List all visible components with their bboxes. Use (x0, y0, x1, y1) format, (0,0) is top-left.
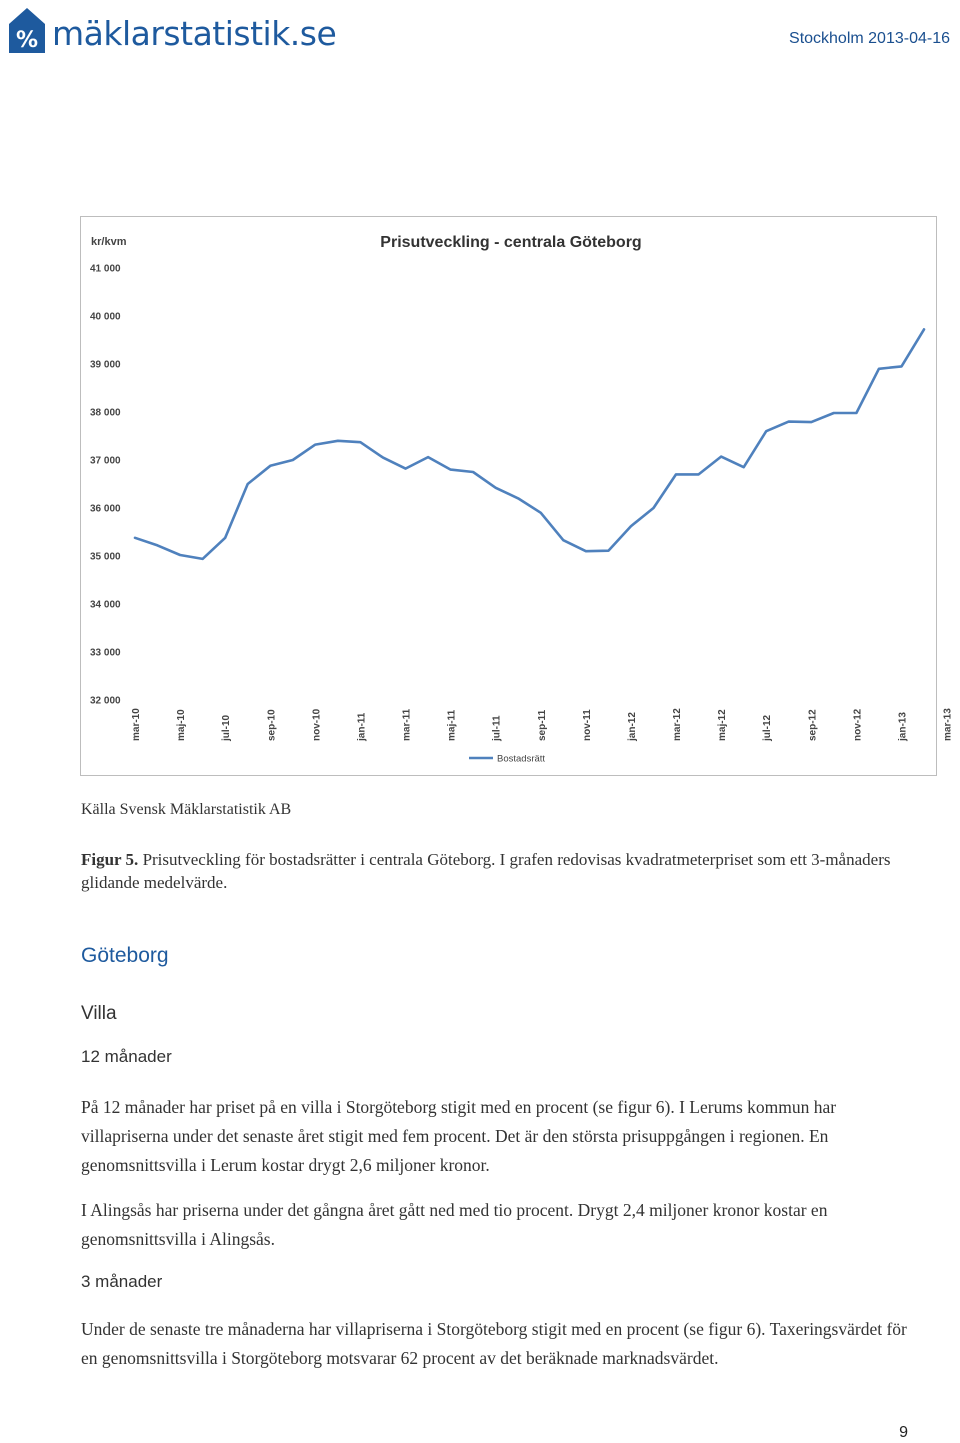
x-tick-label: maj-11 (446, 709, 458, 741)
y-tick-label: 38 000 (90, 407, 121, 419)
x-tick-label: mar-11 (401, 708, 413, 741)
legend (469, 754, 545, 765)
figure-label: Figur 5. (81, 850, 139, 869)
site-logo (8, 6, 336, 54)
x-tick-label: jan-12 (626, 712, 638, 741)
y-tick-label: 40 000 (90, 311, 121, 323)
logo-text: mäklarstatistik.se (52, 14, 337, 53)
x-tick-label: nov-11 (581, 709, 593, 741)
header-date: Stockholm 2013-04-16 (789, 30, 950, 47)
y-tick-label: 35 000 (90, 551, 121, 563)
paragraph-2: I Alingsås har priserna under det gångna året gått ned med tio procent. Drygt 2,4 miljoner kronor kostar en genomsnittsvilla i Alingsås. (81, 1200, 828, 1249)
series-line-bostadsratt (135, 329, 924, 559)
section-title: Göteborg (81, 944, 169, 967)
section-subtitle: Villa (81, 1003, 117, 1024)
subheading-12-months: 12 månader (81, 1047, 172, 1066)
x-tick-label: nov-12 (852, 708, 864, 741)
x-tick-label: maj-12 (717, 709, 729, 741)
paragraph-3: Under de senaste tre månaderna har villapriserna i Storgöteborg stigit med en procent (se figur 6). Taxeringsvärdet för en genomsnittsvilla i Storgöteborg motsvarar 62 procent av det beräknade marknadsvärdet. (81, 1319, 907, 1368)
x-tick-label: maj-10 (176, 709, 188, 741)
figure-caption (81, 848, 921, 894)
page-number: 9 (899, 1424, 908, 1441)
y-tick-label: 39 000 (90, 359, 121, 371)
source-note: Källa Svensk Mäklarstatistik AB (81, 801, 292, 818)
y-tick-label: 34 000 (90, 599, 121, 611)
x-tick-label: mar-13 (942, 708, 954, 741)
y-axis-label: kr/kvm (91, 236, 127, 248)
x-tick-label: jan-11 (356, 712, 368, 741)
paragraph-1: På 12 månader har priset på en villa i Storgöteborg stigit med en procent (se figur 6). I Lerums kommun har villapriserna under det senaste året stigit med fem procent. Det är den största prisuppgången i regionen. En genomsnittsvilla i Lerum kostar drygt 2,6 miljoner kronor. (81, 1097, 837, 1175)
x-tick-label: mar-12 (672, 708, 684, 741)
x-tick-label: sep-11 (536, 709, 548, 741)
x-tick-label: jul-11 (491, 715, 503, 741)
x-tick-label: nov-10 (311, 708, 323, 741)
y-tick-label: 41 000 (90, 263, 121, 275)
y-tick-label: 37 000 (90, 455, 121, 467)
subheading-3-months: 3 månader (81, 1272, 163, 1291)
x-tick-label: mar-10 (131, 708, 142, 741)
x-tick-label: jul-10 (221, 714, 233, 741)
figure-caption-text: Prisutveckling för bostadsrätter i centrala Göteborg. I grafen redovisas kvadratmeterpriset som ett 3-månaders glidande medelvärde. (81, 850, 891, 892)
y-tick-label: 36 000 (90, 503, 121, 515)
x-tick-label: jul-12 (762, 714, 774, 741)
y-tick-label: 32 000 (90, 695, 121, 707)
chart-title: Prisutveckling - centrala Göteborg (380, 234, 642, 251)
legend-label: Bostadsrätt (497, 753, 546, 765)
chart-svg (81, 217, 954, 775)
x-tick-label: sep-10 (266, 709, 278, 741)
price-chart (80, 216, 954, 776)
logo-symbol: % (15, 28, 39, 53)
x-tick-label: jan-13 (897, 712, 909, 741)
x-tick-label: sep-12 (807, 709, 819, 741)
y-tick-label: 33 000 (90, 647, 121, 659)
house-percent-icon (8, 6, 46, 54)
